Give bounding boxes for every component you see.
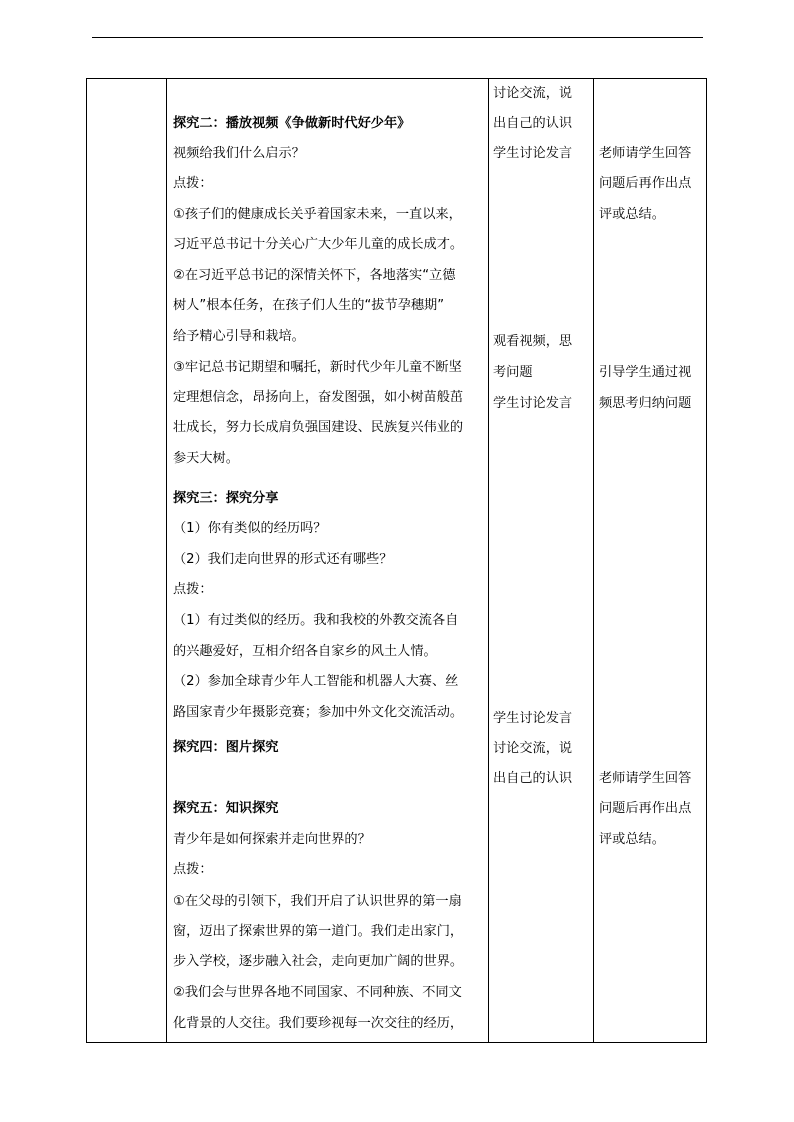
section-heading: 探究五：知识探究 (173, 801, 279, 816)
column-divider (488, 79, 489, 1042)
content-line: （2）我们走向世界的形式还有哪些？ (173, 552, 393, 567)
student-line: 讨论交流，说 (493, 86, 573, 101)
student-line: 讨论交流，说 (493, 741, 573, 756)
content-line: 树人”根本任务，在孩子们人生的“拔节孕穗期” (173, 298, 445, 313)
content-line: 点拨： (173, 176, 213, 191)
content-line: ①在父母的引领下，我们开启了认识世界的第一扇 (173, 894, 462, 909)
content-line: 壮成长，努力长成肩负强国建设、民族复兴伟业的 (173, 420, 464, 435)
student-line: 出自己的认识 (493, 116, 573, 131)
header-rule (92, 37, 703, 38)
content-line: 路国家青少年摄影竞赛；参加中外文化交流活动。 (173, 705, 464, 720)
content-line: 参天大树。 (173, 451, 239, 466)
content-line: ③牢记总书记期望和嘱托，新时代少年儿童不断坚 (173, 360, 462, 375)
content-line: ①孩子们的健康成长关乎着国家未来，一直以来， (173, 207, 462, 222)
teacher-line: 老师请学生回答 (599, 146, 692, 161)
section-heading: 探究四：图片探究 (173, 740, 279, 755)
content-line: 步入学校，逐步融入社会，走向更加广阔的世界。 (173, 954, 464, 969)
content-line: ②在习近平总书记的深情关怀下，各地落实“立德 (173, 268, 456, 283)
teacher-line: 评或总结。 (599, 832, 665, 847)
section-heading: 探究三：探究分享 (173, 491, 279, 506)
teacher-line: 频思考归纳问题 (599, 396, 692, 411)
section-heading: 探究二：播放视频《争做新时代好少年》 (173, 116, 411, 131)
column-divider (593, 79, 594, 1042)
content-line: （1）有过类似的经历。我和我校的外教交流各自 (173, 613, 459, 628)
teacher-line: 引导学生通过视 (599, 365, 692, 380)
content-line: 化背景的人交往。我们要珍视每一次交往的经历， (173, 1016, 464, 1031)
teacher-line: 老师请学生回答 (599, 771, 692, 786)
content-line: 给予精心引导和栽培。 (173, 329, 305, 344)
teacher-line: 评或总结。 (599, 207, 665, 222)
student-line: 出自己的认识 (493, 771, 573, 786)
content-line: 习近平总书记十分关心广大少年儿童的成长成才。 (173, 237, 464, 252)
content-line: 窗，迈出了探索世界的第一道门。我们走出家门， (173, 924, 464, 939)
content-line: （1）你有类似的经历吗？ (173, 521, 327, 536)
content-line: 点拨： (173, 582, 213, 597)
content-line: 视频给我们什么启示？ (173, 146, 305, 161)
student-line: 学生讨论发言 (493, 146, 573, 161)
content-line: 青少年是如何探索并走向世界的？ (173, 832, 371, 847)
student-line: 考问题 (493, 365, 533, 380)
content-line: 点拨： (173, 862, 213, 877)
teacher-line: 问题后再作出点 (599, 801, 692, 816)
content-line: ②我们会与世界各地不同国家、不同种族、不同文 (173, 985, 462, 1000)
content-line: 定理想信念，昂扬向上，奋发图强，如小树苗般茁 (173, 390, 464, 405)
teacher-line: 问题后再作出点 (599, 176, 692, 191)
content-line: （2）参加全球青少年人工智能和机器人大赛、丝 (173, 674, 459, 689)
lesson-table (86, 78, 707, 1043)
student-line: 学生讨论发言 (493, 711, 573, 726)
student-line: 学生讨论发言 (493, 396, 573, 411)
student-line: 观看视频，思 (493, 334, 573, 349)
column-divider (166, 79, 167, 1042)
content-line: 的兴趣爱好，互相介绍各自家乡的风土人情。 (173, 644, 437, 659)
